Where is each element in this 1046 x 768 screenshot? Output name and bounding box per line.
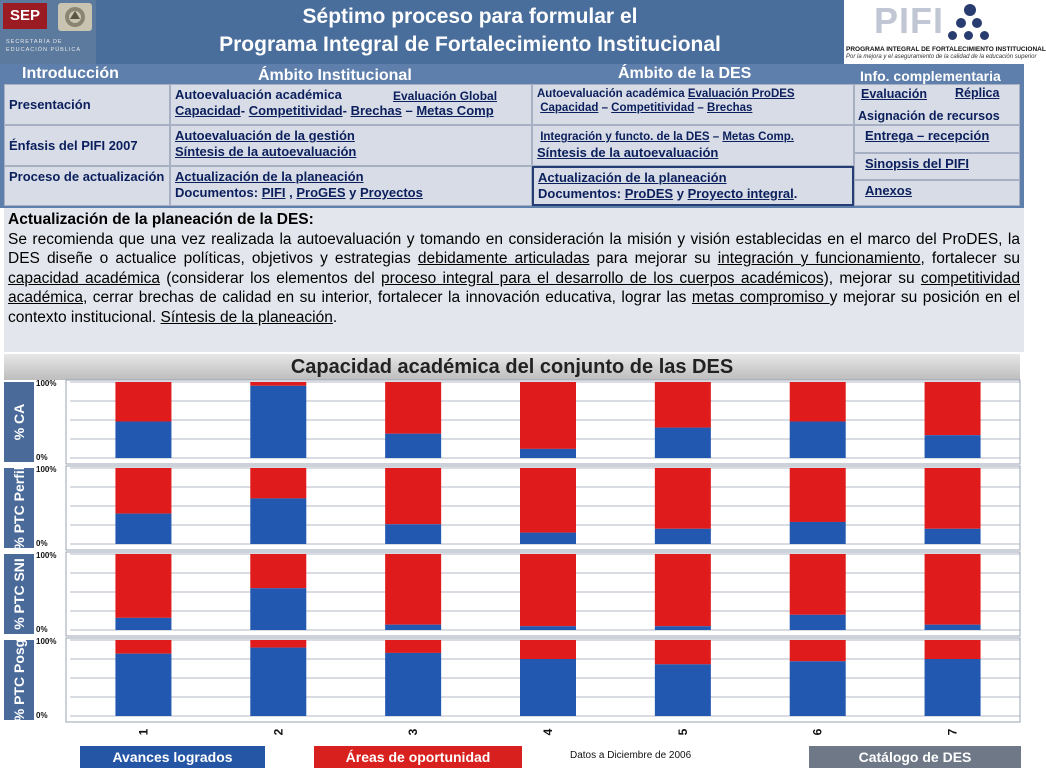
bar-avances-logrados bbox=[250, 386, 306, 458]
description-link-capacidad[interactable]: capacidad académica bbox=[8, 269, 160, 287]
inst-autoeval-gestion-link[interactable]: Autoevaluación de la gestión bbox=[175, 128, 355, 143]
description-text: Se recomienda que una vez realizada la autoevaluación y tomando en consideración la misión y visión establecidas en el marco del ProDES, la DES diseñe o actualice políticas, objetivos y estrategias bbox=[8, 230, 1020, 267]
panel-label: % CA bbox=[11, 403, 27, 441]
panel-label: % PTC Perfil bbox=[11, 466, 27, 550]
des-brechas-link[interactable]: Brechas bbox=[707, 102, 753, 114]
col-head-ambito-des: Ámbito de la DES bbox=[618, 65, 752, 82]
bar-avances-logrados bbox=[250, 648, 306, 716]
inst-competitividad-link[interactable]: Competitividad bbox=[248, 103, 343, 118]
bar-avances-logrados bbox=[655, 664, 711, 716]
bar-avances-logrados bbox=[520, 449, 576, 458]
x-category-label: 7 bbox=[945, 728, 960, 736]
panel-label: % PTC Posg bbox=[11, 638, 27, 722]
bar-areas-oportunidad bbox=[385, 554, 441, 625]
x-category-label: 4 bbox=[541, 728, 555, 736]
bar-areas-oportunidad bbox=[250, 554, 306, 588]
x-category-label: 2 bbox=[271, 728, 286, 736]
description-box bbox=[4, 208, 1024, 352]
description-text: (considerar los elementos del bbox=[159, 269, 382, 287]
chart-panels bbox=[0, 380, 1024, 740]
bar-avances-logrados bbox=[655, 428, 711, 458]
nav-des-planeacion-active bbox=[532, 166, 854, 206]
bar-areas-oportunidad bbox=[115, 468, 171, 514]
nav-enfasis[interactable] bbox=[4, 125, 170, 166]
inst-brechas-link[interactable]: Brechas bbox=[350, 103, 402, 118]
bar-areas-oportunidad bbox=[925, 554, 981, 625]
bar-avances-logrados bbox=[925, 659, 981, 716]
mexico-shield-icon bbox=[58, 3, 92, 31]
nav-des-integracion: Integración y functo. de la DES – Metas Comp. Síntesis de la autoevaluación bbox=[532, 125, 854, 166]
bar-avances-logrados bbox=[115, 654, 171, 716]
bar-avances-logrados bbox=[655, 529, 711, 544]
info-evaluacion-link[interactable]: Evaluación bbox=[861, 87, 927, 101]
chart-area bbox=[0, 352, 1024, 768]
bar-areas-oportunidad bbox=[925, 640, 981, 659]
inst-metas-link[interactable]: Metas Comp bbox=[416, 103, 494, 118]
pifi-logo-block bbox=[844, 0, 1046, 64]
legend-avances-logrados: Avances logrados bbox=[80, 746, 265, 768]
nav-presentacion-label: Presentación bbox=[9, 97, 91, 112]
nav-proceso-actualizacion[interactable] bbox=[4, 166, 170, 206]
bar-avances-logrados bbox=[520, 533, 576, 544]
bar-areas-oportunidad bbox=[520, 382, 576, 449]
description-text: para mejorar su bbox=[589, 250, 718, 267]
info-anexos-link[interactable]: Anexos bbox=[865, 183, 912, 198]
des-prodes-link[interactable]: ProDES bbox=[624, 186, 674, 201]
inst-sintesis-link[interactable]: Síntesis de la autoevaluación bbox=[175, 144, 357, 159]
des-proyecto-link[interactable]: Proyecto integral bbox=[687, 186, 794, 201]
pifi-dot-icon bbox=[956, 18, 966, 28]
bar-avances-logrados bbox=[115, 422, 171, 458]
bar-areas-oportunidad bbox=[790, 640, 846, 661]
pifi-logo: PIFI bbox=[874, 0, 945, 41]
pifi-dot-icon bbox=[980, 31, 989, 40]
bar-areas-oportunidad bbox=[250, 640, 306, 648]
ytick-label: 100% bbox=[36, 465, 57, 474]
bar-areas-oportunidad bbox=[925, 468, 981, 529]
ytick-label: 0% bbox=[36, 539, 48, 548]
des-dot: . bbox=[793, 186, 798, 201]
description-text: ), mejorar su bbox=[823, 269, 921, 287]
navigation-table bbox=[0, 64, 1024, 208]
bar-areas-oportunidad bbox=[250, 382, 306, 386]
description-link-competitividad[interactable]: competitividad académica bbox=[8, 269, 1020, 306]
bar-avances-logrados bbox=[385, 625, 441, 630]
sep-logo-block bbox=[0, 0, 96, 64]
nav-inst-gestion bbox=[170, 125, 532, 166]
des-sintesis-link[interactable]: Síntesis de la autoevaluación bbox=[537, 145, 719, 160]
bar-areas-oportunidad bbox=[115, 554, 171, 618]
bar-avances-logrados bbox=[115, 618, 171, 630]
x-category-label: 5 bbox=[675, 728, 690, 736]
bar-avances-logrados bbox=[385, 524, 441, 544]
description-link-sintesis[interactable]: Síntesis de la planeación bbox=[160, 308, 333, 326]
pifi-dot-icon bbox=[964, 31, 973, 40]
info-replica-link[interactable]: Réplica bbox=[955, 86, 1000, 100]
description-title: Actualización de la planeación de la DES: bbox=[8, 211, 314, 228]
des-actualizacion-link[interactable]: Actualización de la planeación bbox=[538, 170, 727, 185]
header-bar bbox=[0, 0, 1046, 64]
bar-areas-oportunidad bbox=[655, 554, 711, 626]
ytick-label: 100% bbox=[36, 637, 57, 646]
col-head-ambito-institucional: Ámbito Institucional bbox=[258, 67, 412, 84]
inst-eval-global-link[interactable]: Evaluación Global bbox=[393, 89, 498, 103]
chart-title: Capacidad académica del conjunto de las DES bbox=[290, 356, 734, 378]
pifi-tagline: PROGRAMA INTEGRAL DE FORTALECIMIENTO INSTITUCIONAL bbox=[846, 46, 1046, 53]
chart-title-bar bbox=[4, 354, 1020, 380]
stacked-bar-chart bbox=[0, 380, 1024, 740]
bar-areas-oportunidad bbox=[250, 468, 306, 498]
bar-avances-logrados bbox=[115, 514, 171, 544]
info-sinopsis-link[interactable]: Sinopsis del PIFI bbox=[865, 156, 970, 171]
bar-avances-logrados bbox=[790, 522, 846, 544]
inst-autoeval-link[interactable]: Autoevaluación académica bbox=[175, 87, 342, 102]
description-link-metas[interactable]: metas compromiso bbox=[691, 289, 830, 306]
description-link-articuladas[interactable]: debidamente articuladas bbox=[417, 250, 590, 267]
bar-avances-logrados bbox=[250, 498, 306, 544]
nav-info-entrega bbox=[854, 125, 1020, 153]
bar-avances-logrados bbox=[925, 625, 981, 630]
info-entrega-link[interactable]: Entrega – recepción bbox=[865, 128, 990, 143]
description-text: , cerrar brechas de calidad en su interior, fortalecer la innovación educativa, lograr las bbox=[82, 289, 692, 306]
bar-avances-logrados bbox=[520, 659, 576, 716]
bar-areas-oportunidad bbox=[925, 382, 981, 435]
col-head-introduccion: Introducción bbox=[22, 65, 119, 82]
bar-areas-oportunidad bbox=[520, 640, 576, 659]
bar-areas-oportunidad bbox=[385, 468, 441, 524]
bar-areas-oportunidad bbox=[655, 382, 711, 428]
inst-capacidad-link[interactable]: Capacidad bbox=[175, 103, 241, 118]
bar-avances-logrados bbox=[520, 626, 576, 630]
nav-presentacion[interactable] bbox=[4, 84, 170, 125]
des-competitividad-link[interactable]: Competitividad bbox=[611, 102, 695, 114]
inst-proges-link[interactable]: ProGES bbox=[296, 185, 346, 200]
page-title-line1: Séptimo proceso para formular el bbox=[302, 5, 638, 28]
info-asignacion-link[interactable]: Asignación de recursos bbox=[858, 109, 1000, 123]
panel-label: % PTC SNI bbox=[11, 558, 27, 630]
bar-areas-oportunidad bbox=[385, 640, 441, 653]
description-link-integracion[interactable]: integración y funcionamiento bbox=[717, 250, 921, 267]
nav-inst-autoevaluacion: Autoevaluación académica Evaluación Global Capacidad- Competitividad- Brechas – Metas Comp bbox=[170, 84, 532, 125]
nav-info-evaluacion bbox=[854, 84, 1020, 125]
bar-areas-oportunidad bbox=[385, 382, 441, 434]
nav-info-anexos bbox=[854, 180, 1020, 206]
description-text: , fortalecer su bbox=[920, 250, 1020, 267]
des-autoeval-link[interactable]: Autoevaluación académica bbox=[537, 88, 685, 100]
des-capacidad-link[interactable]: Capacidad bbox=[540, 102, 599, 114]
inst-actualizacion-link[interactable]: Actualización de la planeación bbox=[175, 169, 364, 184]
bar-avances-logrados bbox=[385, 434, 441, 458]
col-head-info-complementaria: Info. complementaria bbox=[860, 68, 1001, 84]
sep-subtitle: SECRETARÍA DE EDUCACIÓN PÚBLICA bbox=[6, 39, 82, 53]
bar-areas-oportunidad bbox=[655, 640, 711, 664]
nav-info-sinopsis bbox=[854, 153, 1020, 180]
nav-proceso-label: Proceso de actualización bbox=[9, 169, 165, 184]
bar-areas-oportunidad bbox=[655, 468, 711, 529]
description-link-proceso-integral[interactable]: proceso integral para el desarrollo de los cuerpos académicos bbox=[381, 269, 824, 287]
des-eval-prodes-link[interactable]: Evaluación ProDES bbox=[687, 88, 795, 100]
inst-pifi-link[interactable]: PIFI bbox=[261, 185, 286, 200]
bar-avances-logrados bbox=[790, 661, 846, 716]
bar-avances-logrados bbox=[925, 435, 981, 458]
inst-proyectos-link[interactable]: Proyectos bbox=[359, 185, 423, 200]
description-text: y mejorar su posición en el contexto institucional. bbox=[8, 289, 1021, 326]
bar-areas-oportunidad bbox=[115, 640, 171, 654]
bar-avances-logrados bbox=[250, 588, 306, 630]
inst-documentos-label: Documentos: bbox=[175, 185, 259, 200]
bar-avances-logrados bbox=[790, 422, 846, 458]
x-category-label: 3 bbox=[406, 728, 421, 736]
des-documentos-label: Documentos: bbox=[538, 186, 622, 201]
nav-des-autoevaluacion: Autoevaluación académica Evaluación ProDES Capacidad – Competitividad – Brechas bbox=[532, 84, 854, 125]
nav-enfasis-label: Énfasis del PIFI 2007 bbox=[9, 138, 138, 153]
ytick-label: 0% bbox=[36, 453, 48, 462]
ytick-label: 0% bbox=[36, 711, 48, 720]
legend-areas-oportunidad: Áreas de oportunidad bbox=[314, 746, 522, 768]
bar-areas-oportunidad bbox=[115, 382, 171, 422]
bar-areas-oportunidad bbox=[790, 382, 846, 422]
nav-inst-planeacion: Actualización de la planeación Documentos: PIFI , ProGES y Proyectos bbox=[170, 166, 532, 206]
bar-avances-logrados bbox=[655, 626, 711, 630]
ytick-label: 0% bbox=[36, 625, 48, 634]
bar-avances-logrados bbox=[925, 529, 981, 544]
description-text: . bbox=[332, 308, 338, 326]
x-category-label: 6 bbox=[810, 728, 825, 736]
sep-logo: SEP bbox=[3, 3, 47, 29]
des-integracion-link[interactable]: Integración y functo. de la DES bbox=[540, 131, 710, 143]
data-date-note: Datos a Diciembre de 2006 bbox=[570, 750, 692, 761]
ytick-label: 100% bbox=[36, 379, 57, 388]
pifi-dot-icon bbox=[948, 31, 957, 40]
bar-avances-logrados bbox=[385, 653, 441, 716]
bar-areas-oportunidad bbox=[520, 468, 576, 533]
bar-areas-oportunidad bbox=[520, 554, 576, 626]
bar-areas-oportunidad bbox=[790, 468, 846, 522]
ytick-label: 100% bbox=[36, 551, 57, 560]
des-metas-link[interactable]: Metas Comp. bbox=[722, 131, 794, 143]
x-category-label: 1 bbox=[136, 728, 151, 736]
des-y-label: y bbox=[676, 186, 684, 201]
pifi-slogan: Por la mejora y el aseguramiento de la calidad de la educación superior bbox=[846, 54, 1037, 60]
bar-avances-logrados bbox=[790, 615, 846, 630]
bar-areas-oportunidad bbox=[790, 554, 846, 615]
catalogo-des-button[interactable]: Catálogo de DES bbox=[809, 746, 1021, 768]
pifi-dot-icon bbox=[964, 4, 976, 16]
page-title-line2: Programa Integral de Fortalecimiento Institucional bbox=[219, 33, 721, 56]
inst-y-label: y bbox=[349, 185, 357, 200]
pifi-dot-icon bbox=[972, 18, 982, 28]
